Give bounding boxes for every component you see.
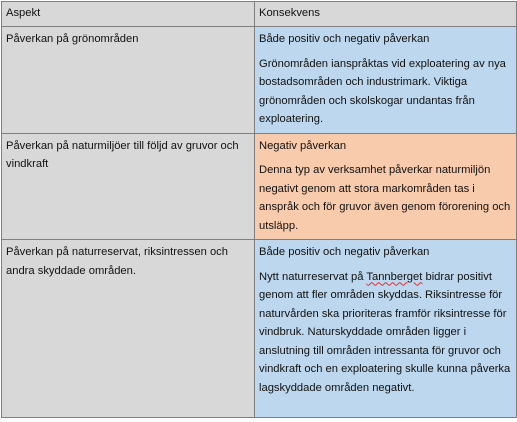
aspect-text: Påverkan på naturmiljöer till följd av gruvor och vindkraft <box>6 139 239 170</box>
spellcheck-flagged-word[interactable]: Tannberget <box>366 270 423 283</box>
aspect-text: Påverkan på grönområden <box>6 33 139 45</box>
header-aspect: Aspekt <box>2 2 255 27</box>
consequence-table <box>1 1 517 418</box>
table-row <box>2 240 517 418</box>
aspect-text: Påverkan på naturreservat, riksintressen och andra skyddade områden. <box>6 246 228 277</box>
aspect-cell <box>2 27 255 134</box>
consequence-text <box>259 268 512 398</box>
consequence-cell <box>255 27 517 134</box>
consequence-text-start: Nytt naturreservat på <box>259 270 367 283</box>
consequence-cell <box>255 240 517 418</box>
consequence-text: Grönområden ianspråktas vid exploatering av nya bostadsområden och industrimark. Viktiga grönområden och skolskogar undantas från exploatering. <box>259 57 506 125</box>
header-consequence: Konsekvens <box>255 2 517 27</box>
table-row <box>2 133 517 240</box>
table-header-row <box>2 2 517 27</box>
consequence-text-end: bidrar positivt genom att fler områden skyddas. Riksintresse för naturvården ska prioriteras framför riksintresse för vindbruk. Naturskyddade områden ligger i anslutning till områden intressanta för gruvor och vindkraft och en exploatering skulle kunna påverka lagskyddade områden negativt. <box>259 270 511 394</box>
consequence-title: Både positiv och negativ påverkan <box>259 246 430 258</box>
consequence-cell <box>255 133 517 240</box>
aspect-cell <box>2 133 255 240</box>
aspect-cell <box>2 240 255 418</box>
table-row <box>2 27 517 134</box>
consequence-text: Denna typ av verksamhet påverkar naturmiljön negativt genom att stora markområden tas i anspråk och för gruvor även genom förorening och utsläpp. <box>259 164 511 232</box>
consequence-title: Negativ påverkan <box>259 139 347 152</box>
consequence-title: Både positiv och negativ påverkan <box>259 33 430 45</box>
